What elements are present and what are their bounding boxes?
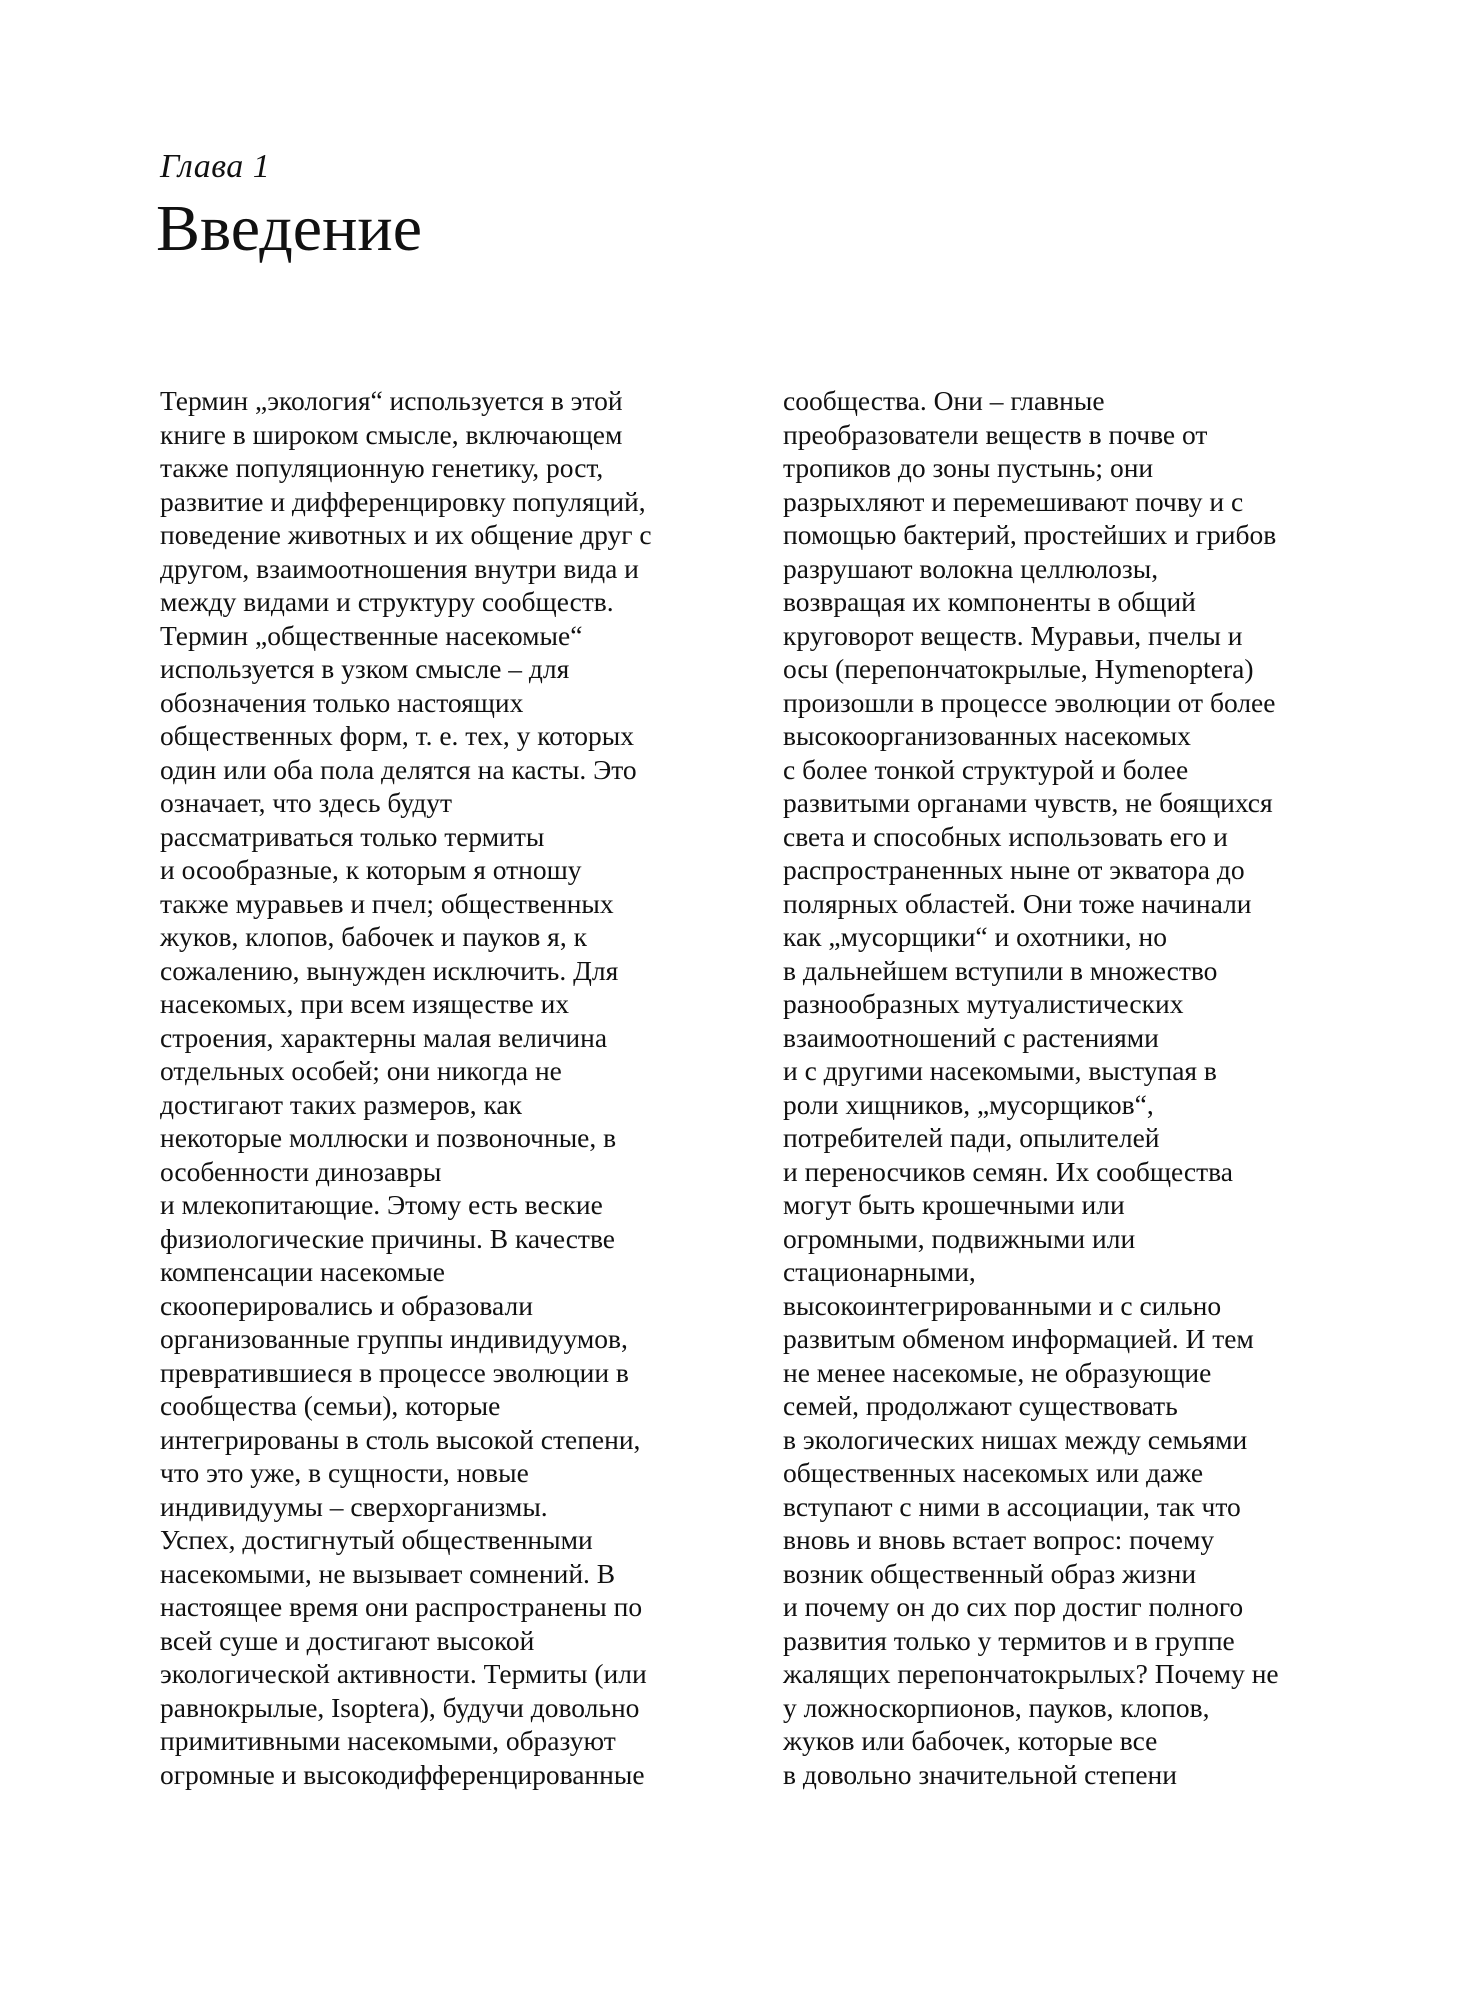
text-line: как „мусорщики“ и охотники, но (783, 921, 1167, 952)
text-line: распространенных ныне от экватора до (783, 854, 1245, 885)
text-line: один или оба пола делятся на касты. Это (160, 753, 637, 785)
chapter-number: Глава 1 (160, 148, 271, 185)
text-line: сообщества (семьи), которые (160, 1390, 501, 1421)
text-line: взаимоотношений с растениями (783, 1021, 1159, 1053)
text-line: рассматриваться только термиты (160, 820, 545, 852)
text-line: и с другими насекомыми, выступая в (783, 1055, 1217, 1086)
text-line: в довольно значительной степени (783, 1758, 1177, 1790)
text-line: жуков, клопов, бабочек и пауков я, к (160, 921, 587, 952)
text-line: развитыми органами чувств, не боящихся (783, 787, 1273, 818)
text-line: помощью бактерий, простейших и грибов (783, 519, 1277, 550)
text-line: также популяционную генетику, рост, (160, 452, 604, 483)
text-line: семей, продолжают существовать (783, 1390, 1178, 1421)
text-line: насекомых, при всем изяществе их (160, 988, 570, 1019)
text-line: Термин „экология“ используется в этой (160, 385, 623, 416)
text-line: и почему он до сих пор достиг полного (783, 1591, 1244, 1622)
text-line: сожалению, вынужден исключить. Для (160, 954, 619, 986)
text-line: высокоорганизованных насекомых (783, 720, 1191, 751)
text-line: всей суше и достигают высокой (160, 1624, 535, 1656)
text-line: осы (перепончатокрылые, Hymenoptera) (783, 653, 1254, 684)
text-line: огромными, подвижными или (783, 1222, 1136, 1254)
text-line: общественных насекомых или даже (783, 1457, 1204, 1488)
text-line: круговорот веществ. Муравьи, пчелы и (783, 619, 1243, 651)
text-line: с более тонкой структурой и более (783, 753, 1189, 785)
text-line: примитивными насекомыми, образуют (160, 1725, 616, 1756)
text-line: особенности динозавры (160, 1155, 442, 1187)
text-line: потребителей пади, опылителей (783, 1122, 1160, 1153)
text-line: общественных форм, т. е. тех, у которых (160, 720, 635, 751)
text-line: в дальнейшем вступили в множество (783, 954, 1218, 986)
text-line: между видами и структуру сообществ. (160, 586, 614, 617)
text-line: вновь и вновь встает вопрос: почему (783, 1524, 1215, 1555)
text-line: достигают таких размеров, как (160, 1088, 522, 1120)
text-line: произошли в процессе эволюции от более (783, 686, 1276, 718)
text-line: жалящих перепончатокрылых? Почему не (783, 1658, 1279, 1689)
text-line: компенсации насекомые (160, 1256, 445, 1287)
text-line: строения, характерны малая величина (160, 1021, 608, 1053)
text-line: настоящее время они распространены по (160, 1591, 643, 1622)
text-line: поведение животных и их общение друг с (160, 519, 652, 550)
text-line: также муравьев и пчел; общественных (160, 887, 614, 919)
text-line: книге в широком смысле, включающем (160, 418, 623, 450)
text-line: Успех, достигнутый общественными (160, 1524, 593, 1555)
text-line: некоторые моллюски и позвоночные, в (160, 1122, 617, 1153)
text-line: не менее насекомые, не образующие (783, 1356, 1212, 1388)
text-line: могут быть крошечными или (783, 1189, 1125, 1220)
text-line: и осообразные, к которым я отношу (160, 854, 582, 885)
text-line: и млекопитающие. Этому есть веские (160, 1189, 603, 1220)
text-line: тропиков до зоны пустынь; они (783, 452, 1154, 483)
text-line: вступают с ними в ассоциации, так что (783, 1490, 1241, 1522)
text-line: у ложноскорпионов, пауков, клопов, (783, 1691, 1210, 1723)
text-line: означает, что здесь будут (160, 787, 453, 818)
text-line: роли хищников, „мусорщиков“, (783, 1088, 1154, 1120)
text-line: обозначения только настоящих (160, 686, 524, 718)
text-line: развития только у термитов и в группе (783, 1624, 1235, 1656)
text-line: света и способных использовать его и (783, 820, 1228, 852)
text-line: разнообразных мутуалистических (783, 988, 1184, 1019)
text-line: преобразователи веществ в почве от (783, 418, 1208, 450)
text-line: возвращая их компоненты в общий (783, 586, 1196, 617)
text-line: развитие и дифференцировку популяций, (160, 485, 646, 517)
text-line: разрушают волокна целлюлозы, (783, 552, 1159, 584)
text-line: что это уже, в сущности, новые (160, 1457, 529, 1488)
text-line: стационарными, (783, 1256, 976, 1287)
text-line: другом, взаимоотношения внутри вида и (160, 552, 639, 584)
text-line: развитым обменом информацией. И тем (783, 1323, 1254, 1354)
text-column-left (160, 384, 740, 1791)
text-line: интегрированы в столь высокой степени, (160, 1423, 641, 1455)
text-line: возник общественный образ жизни (783, 1557, 1197, 1589)
text-line: сообщества. Они – главные (783, 385, 1105, 416)
text-line: огромные и высокодифференцированные (160, 1758, 645, 1790)
text-line: организованные группы индивидуумов, (160, 1323, 628, 1354)
text-line: физиологические причины. В качестве (160, 1222, 615, 1254)
text-line: индивидуумы – сверхорганизмы. (160, 1490, 548, 1522)
text-line: и переносчиков семян. Их сообщества (783, 1155, 1233, 1187)
text-line: Термин „общественные насекомые“ (160, 619, 583, 651)
text-line: экологической активности. Термиты (или (160, 1658, 647, 1689)
text-line: превратившиеся в процессе эволюции в (160, 1356, 629, 1388)
text-line: разрыхляют и перемешивают почву и с (783, 485, 1244, 517)
text-line: жуков или бабочек, которые все (783, 1725, 1158, 1756)
text-line: высокоинтегрированными и с сильно (783, 1289, 1222, 1321)
text-line: равнокрылые, Isoptera), будучи довольно (160, 1691, 640, 1723)
text-line: полярных областей. Они тоже начинали (783, 887, 1252, 919)
text-line: в экологических нишах между семьями (783, 1423, 1248, 1455)
text-line: отдельных особей; они никогда не (160, 1055, 562, 1086)
text-column-right (783, 384, 1383, 1791)
text-line: насекомыми, не вызывает сомнений. В (160, 1557, 616, 1589)
chapter-title: Введение (156, 192, 423, 265)
text-line: используется в узком смысле – для (160, 653, 570, 684)
text-line: скооперировались и образовали (160, 1289, 533, 1321)
